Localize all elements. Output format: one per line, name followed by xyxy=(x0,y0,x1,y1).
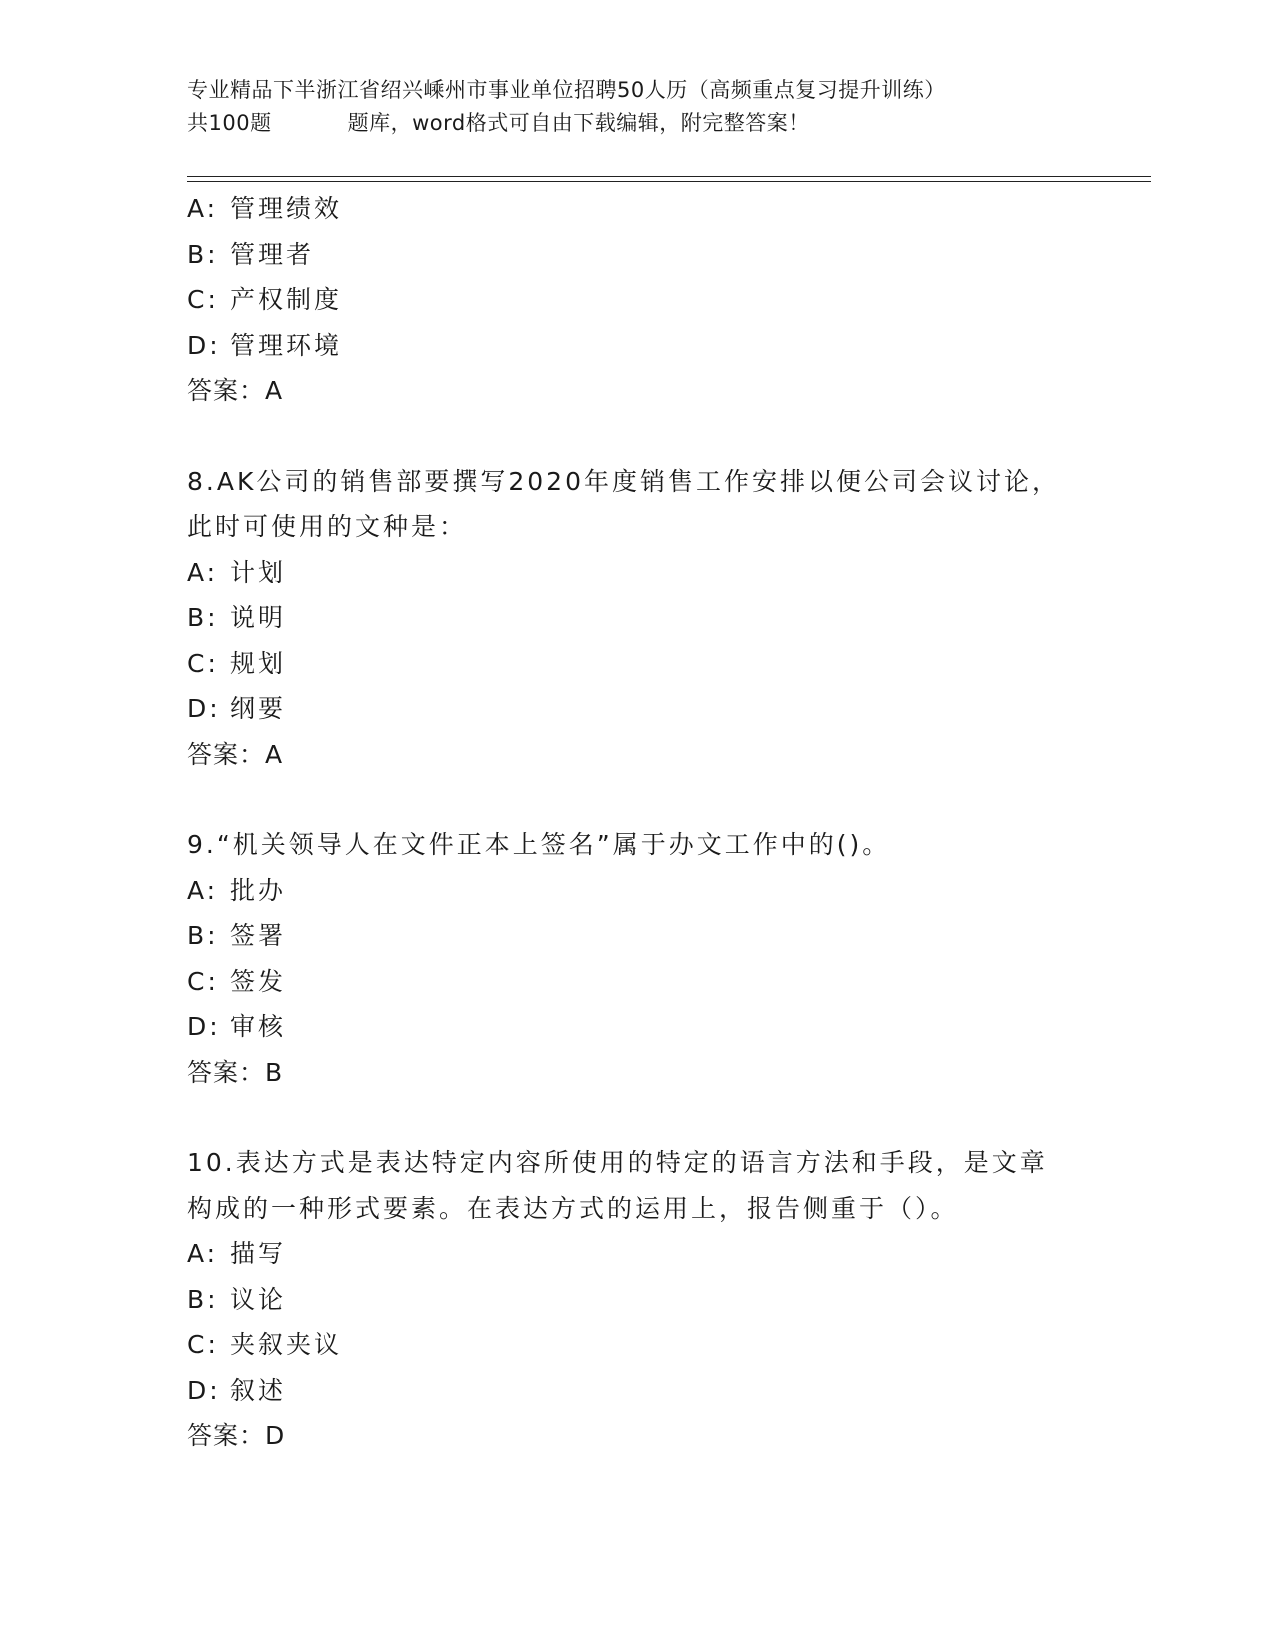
option-a xyxy=(187,868,1077,914)
option-letter: B: xyxy=(187,239,219,269)
option-d xyxy=(187,686,1077,732)
option-b xyxy=(187,913,1077,959)
option-d xyxy=(187,323,1077,369)
option-text: 议论 xyxy=(230,1284,287,1314)
option-text: 管理者 xyxy=(230,239,315,269)
page-header xyxy=(187,74,1107,140)
option-letter: D: xyxy=(187,694,221,723)
option-letter: A: xyxy=(187,557,219,587)
option-text: 管理绩效 xyxy=(230,194,343,223)
question-7 xyxy=(187,186,1077,414)
option-letter: C: xyxy=(187,966,219,996)
header-subtitle-line xyxy=(187,107,1107,140)
question-8 xyxy=(187,459,1077,778)
answer-line: 答案：A xyxy=(187,376,284,405)
option-letter: A: xyxy=(187,1239,219,1268)
question-stem: 10.表达方式是表达特定内容所使用的特定的语言方法和手段，是文章构成的一种形式要素。在表达方式的运用上，报告侧重于（）。 xyxy=(187,1148,1048,1223)
option-a xyxy=(187,1231,1077,1277)
option-text: 管理环境 xyxy=(230,330,343,360)
option-text: 叙述 xyxy=(230,1375,287,1405)
header-divider xyxy=(187,176,1151,182)
option-text: 描写 xyxy=(230,1239,287,1268)
option-letter: D: xyxy=(187,1012,221,1041)
option-text: 签署 xyxy=(230,921,287,950)
option-text: 审核 xyxy=(230,1012,287,1041)
option-text: 签发 xyxy=(230,966,287,996)
option-c xyxy=(187,641,1077,687)
option-d xyxy=(187,1004,1077,1050)
option-text: 规划 xyxy=(230,648,287,678)
option-a xyxy=(187,550,1077,596)
option-letter: A: xyxy=(187,194,219,223)
header-count: 共100题 xyxy=(187,111,272,135)
question-10 xyxy=(187,1140,1077,1459)
option-letter: C: xyxy=(187,648,219,678)
option-text: 夹叙夹议 xyxy=(230,1330,343,1359)
answer-line: 答案：D xyxy=(187,1421,286,1450)
option-letter: C: xyxy=(187,1330,219,1359)
option-letter: B: xyxy=(187,921,219,950)
option-letter: C: xyxy=(187,285,219,314)
question-stem: 8.AK公司的销售部要撰写2020年度销售工作安排以便公司会议讨论，此时可使用的文种是： xyxy=(187,466,1060,541)
header-description: 题库，word格式可自由下载编辑，附完整答案！ xyxy=(347,111,810,135)
option-b xyxy=(187,595,1077,641)
option-letter: B: xyxy=(187,603,219,632)
option-text: 产权制度 xyxy=(230,285,343,314)
answer-line: 答案：B xyxy=(187,1057,284,1087)
option-letter: B: xyxy=(187,1284,219,1314)
answer-line: 答案：A xyxy=(187,739,284,769)
option-text: 纲要 xyxy=(230,694,287,723)
option-a xyxy=(187,186,1077,232)
question-stem: 9.“机关领导人在文件正本上签名”属于办文工作中的()。 xyxy=(187,830,891,859)
option-b xyxy=(187,1277,1077,1323)
option-c xyxy=(187,1322,1077,1368)
option-text: 说明 xyxy=(230,603,287,632)
option-letter: D: xyxy=(187,1375,221,1405)
option-b xyxy=(187,232,1077,278)
option-d xyxy=(187,1368,1077,1414)
option-letter: D: xyxy=(187,330,221,360)
option-text: 批办 xyxy=(230,875,287,905)
option-text: 计划 xyxy=(230,557,287,587)
option-c xyxy=(187,959,1077,1005)
option-letter: A: xyxy=(187,875,219,905)
header-title-line: 专业精品下半浙江省绍兴嵊州市事业单位招聘50人历（高频重点复习提升训练） xyxy=(187,78,946,102)
question-list xyxy=(187,186,1077,1504)
option-c xyxy=(187,277,1077,323)
question-9 xyxy=(187,822,1077,1095)
